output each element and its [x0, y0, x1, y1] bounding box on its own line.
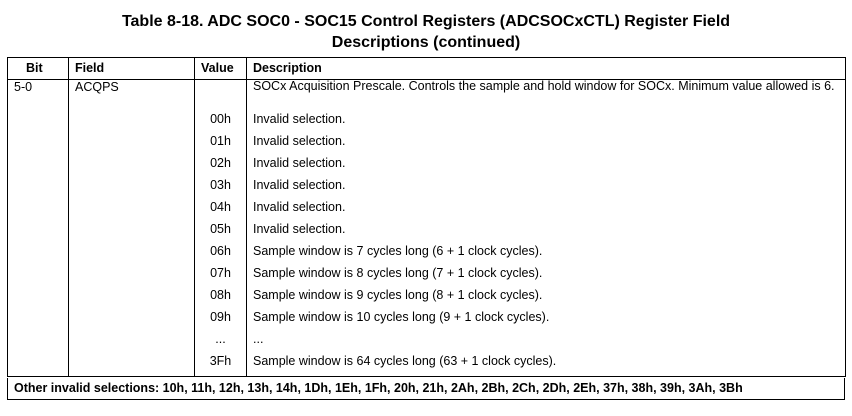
- cell-bit: [8, 178, 69, 200]
- cell-field: [69, 134, 195, 156]
- cell-field: [69, 310, 195, 332]
- header-description: Description: [247, 58, 846, 80]
- value-row: [8, 178, 846, 200]
- cell-value: 02h: [195, 156, 247, 178]
- cell-field: [69, 200, 195, 222]
- header-field: Field: [69, 58, 195, 80]
- cell-value: 00h: [195, 112, 247, 134]
- cell-value: 01h: [195, 134, 247, 156]
- cell-value: ...: [195, 332, 247, 354]
- field-row: [8, 80, 846, 113]
- cell-field: [69, 222, 195, 244]
- cell-description: ...: [247, 332, 846, 354]
- cell-field: [69, 178, 195, 200]
- value-row: [8, 354, 846, 377]
- cell-field: ACQPS: [69, 80, 195, 113]
- cell-field: [69, 354, 195, 377]
- value-row: [8, 200, 846, 222]
- cell-field: [69, 244, 195, 266]
- register-field-table: [7, 57, 846, 377]
- cell-bit: [8, 354, 69, 377]
- other-invalid-selections-note: [7, 378, 845, 400]
- cell-bit: [8, 112, 69, 134]
- value-row: [8, 310, 846, 332]
- value-row: [8, 156, 846, 178]
- cell-value: 05h: [195, 222, 247, 244]
- value-row: [8, 332, 846, 354]
- cell-description: Sample window is 10 cycles long (9 + 1 clock cycles).: [247, 310, 846, 332]
- cell-description: Invalid selection.: [247, 156, 846, 178]
- cell-value: 06h: [195, 244, 247, 266]
- cell-bit: [8, 134, 69, 156]
- cell-bit: [8, 222, 69, 244]
- cell-value: 04h: [195, 200, 247, 222]
- cell-value: 03h: [195, 178, 247, 200]
- cell-bit: [8, 244, 69, 266]
- cell-description: Invalid selection.: [247, 178, 846, 200]
- value-row: [8, 222, 846, 244]
- cell-bit: [8, 310, 69, 332]
- cell-field: [69, 288, 195, 310]
- cell-field: [69, 332, 195, 354]
- cell-description: SOCx Acquisition Prescale. Controls the sample and hold window for SOCx. Minimum value allowed is 6.: [247, 80, 846, 113]
- value-row: [8, 266, 846, 288]
- header-bit: Bit: [8, 58, 69, 80]
- table-title-line-2: Descriptions (continued): [331, 34, 521, 51]
- cell-field: [69, 266, 195, 288]
- cell-description: Invalid selection.: [247, 200, 846, 222]
- cell-bit: [8, 266, 69, 288]
- cell-bit: 5-0: [8, 80, 69, 113]
- cell-description: Invalid selection.: [247, 222, 846, 244]
- cell-description: Invalid selection.: [247, 112, 846, 134]
- cell-description: Sample window is 64 cycles long (63 + 1 clock cycles).: [247, 354, 846, 377]
- cell-value: [195, 80, 247, 113]
- cell-value: 07h: [195, 266, 247, 288]
- cell-description: Sample window is 9 cycles long (8 + 1 clock cycles).: [247, 288, 846, 310]
- cell-bit: [8, 332, 69, 354]
- table-header-row: [8, 58, 846, 80]
- cell-bit: [8, 156, 69, 178]
- cell-field: [69, 112, 195, 134]
- header-value: Value: [195, 58, 247, 80]
- cell-value: 08h: [195, 288, 247, 310]
- value-row: [8, 288, 846, 310]
- footer-text: Other invalid selections: 10h, 11h, 12h, 13h, 14h, 1Dh, 1Eh, 1Fh, 20h, 21h, 2Ah, 2Bh, 2Ch, 2Dh, 2Eh, 37h, 38h, 39h, 3Ah, 3Bh: [14, 381, 743, 395]
- cell-description: Invalid selection.: [247, 134, 846, 156]
- table-title: [0, 11, 852, 53]
- value-row: [8, 244, 846, 266]
- cell-bit: [8, 200, 69, 222]
- cell-bit: [8, 288, 69, 310]
- cell-value: 3Fh: [195, 354, 247, 377]
- table-title-line-1: Table 8-18. ADC SOC0 - SOC15 Control Registers (ADCSOCxCTL) Register Field: [121, 13, 731, 30]
- value-row: [8, 134, 846, 156]
- cell-field: [69, 156, 195, 178]
- value-row: [8, 112, 846, 134]
- cell-description: Sample window is 7 cycles long (6 + 1 clock cycles).: [247, 244, 846, 266]
- cell-value: 09h: [195, 310, 247, 332]
- cell-description: Sample window is 8 cycles long (7 + 1 clock cycles).: [247, 266, 846, 288]
